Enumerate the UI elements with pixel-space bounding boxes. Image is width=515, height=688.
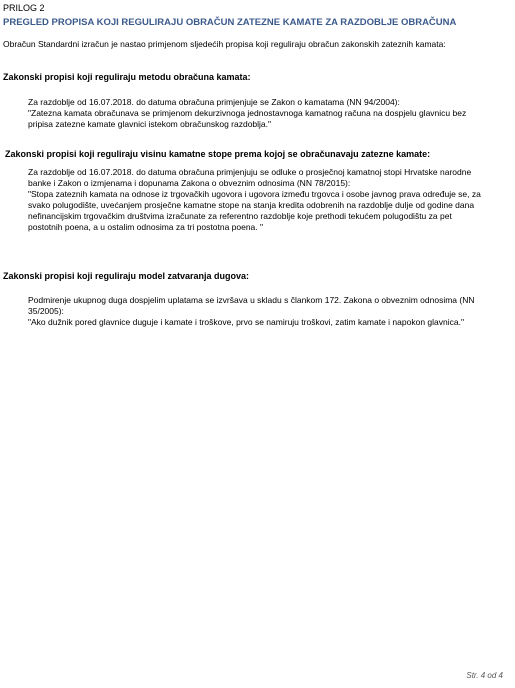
section-heading-rate: Zakonski propisi koji reguliraju visinu kamatne stope prema kojoj se obračunavaju zatezne kamate: [5, 149, 431, 159]
section-quote: "Zatezna kamata obračunava se primjenom dekurzivnoga jednostavnoga kamatnog računa na dospjelu glavnicu bez pripisa zatezne kamate glavnici istekom obračunskog razdoblja." [28, 108, 467, 129]
page-number: Str. 4 od 4 [466, 671, 503, 680]
section-quote: "Stopa zateznih kamata na odnose iz trgovačkih ugovora i ugovora između trgovca i osobe javnog prava određuje se, za svako polugodište, uvećanjem prosječne kamatne stope na stanja kredita odobrenih na razdoblje dulje od godine dana nefinancijskim trgovačkim društvima izračunate za referentno razdoblje koje prethodi tekućem polugodištu za pet postotnih poena, a u ostalim odnosima za tri postotna poena. " [28, 189, 481, 232]
section-quote: "Ako dužnik pored glavnice duguje i kamate i troškove, prvo se namiruju troškovi, zatim kamate i napokon glavnica." [28, 317, 464, 327]
section-body-debt-model [28, 295, 483, 328]
section-heading-debt-model: Zakonski propisi koji reguliraju model zatvaranja dugova: [3, 271, 250, 281]
section-heading-method: Zakonski propisi koji reguliraju metodu obračuna kamata: [3, 72, 251, 82]
annex-label: PRILOG 2 [3, 3, 45, 13]
section-paragraph: Za razdoblje od 16.07.2018. do datuma obračuna primjenjuje se Zakon o kamatama (NN 94/2004): [28, 97, 400, 107]
section-paragraph: Podmirenje ukupnog duga dospjelim uplatama se izvršava u skladu s člankom 172. Zakona o obveznim odnosima (NN 35/2005): [28, 295, 475, 316]
page-title: PREGLED PROPISA KOJI REGULIRAJU OBRAČUN ZATEZNE KAMATE ZA RAZDOBLJE OBRAČUNA [3, 17, 457, 28]
intro-text: Obračun Standardni izračun je nastao primjenom sljedećih propisa koji reguliraju obračun zakonskih zateznih kamata: [3, 39, 446, 49]
section-body-method [28, 97, 483, 130]
section-paragraph: Za razdoblje od 16.07.2018. do datuma obračuna primjenjuju se odluke o prosječnoj kamatnoj stopi Hrvatske narodne banke i Zakon o izmjenama i dopunama Zakona o obveznim odnosima (NN 78/2015): [28, 167, 472, 188]
section-body-rate [28, 167, 483, 233]
